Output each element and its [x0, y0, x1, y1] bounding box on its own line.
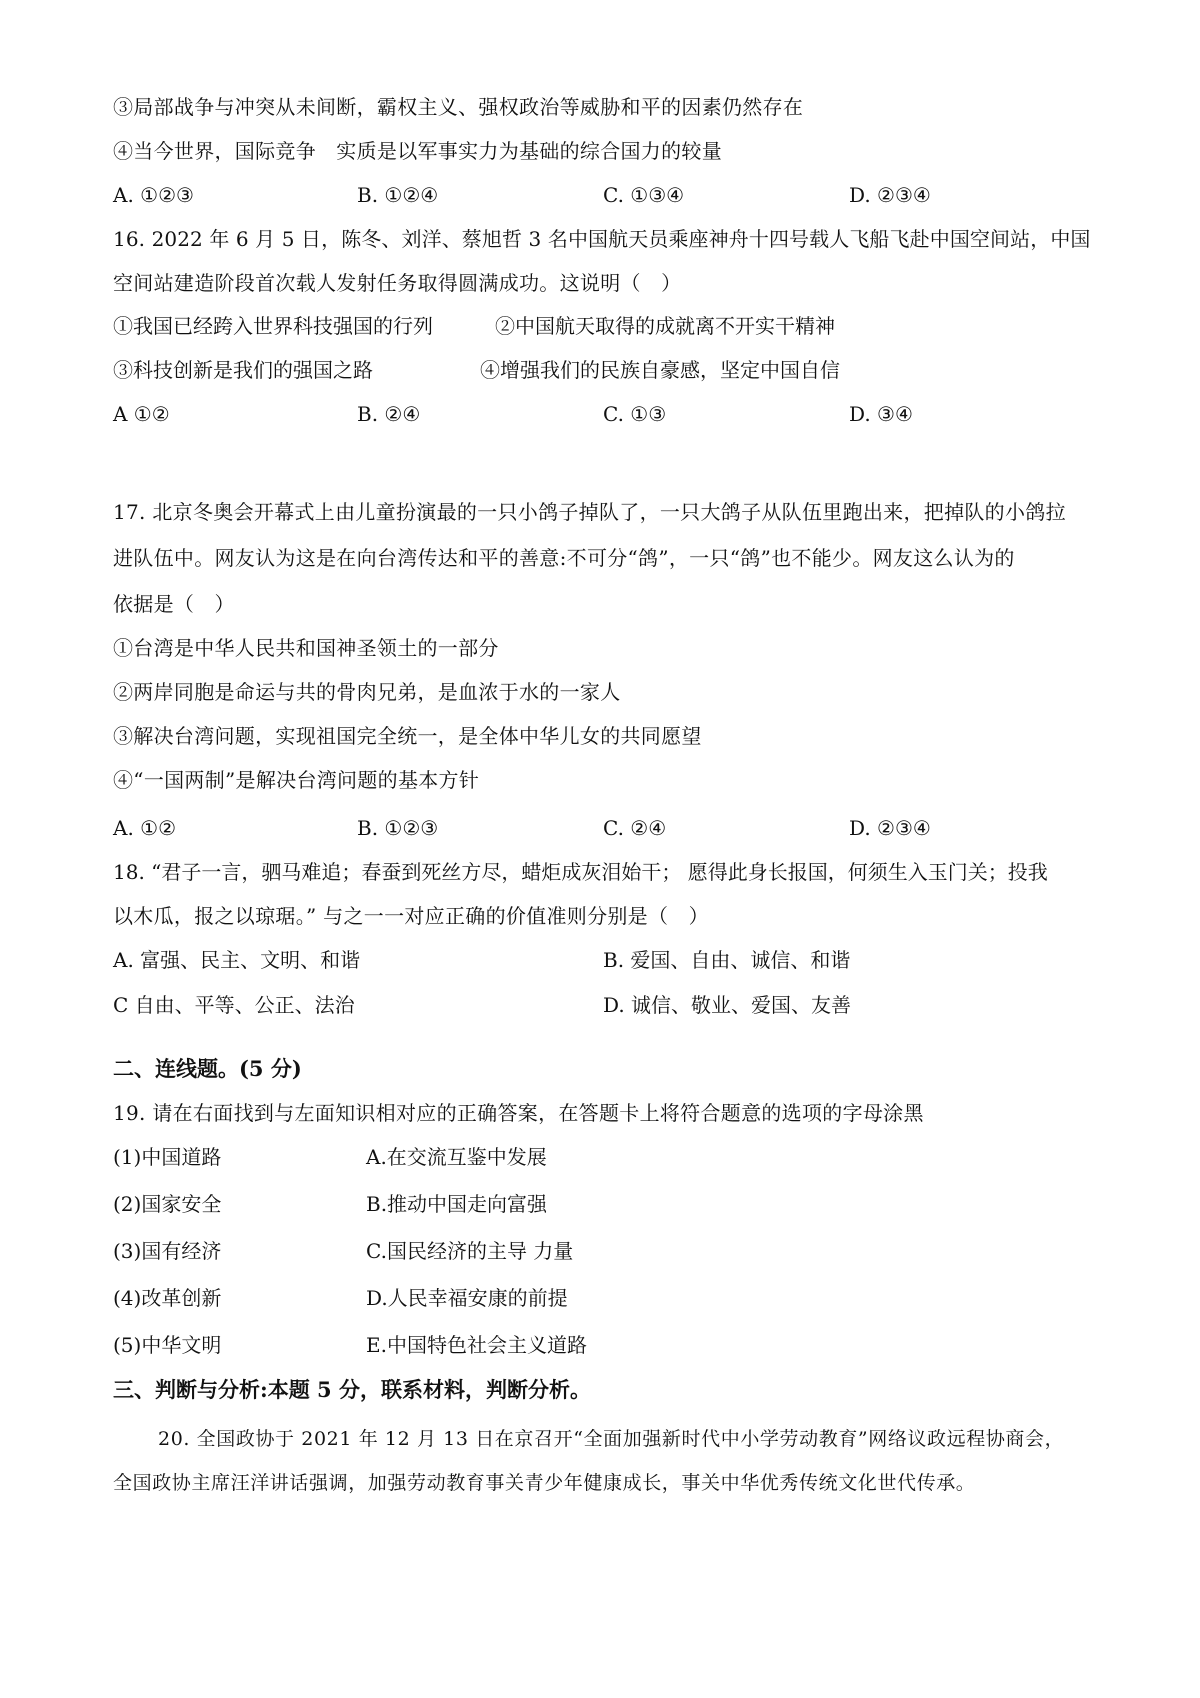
section-2-title: 二、连线题。(5 分)	[113, 1056, 302, 1081]
q19-right-item-c: C.国民经济的主导 力量	[366, 1239, 574, 1263]
q19-stem: 19. 请在右面找到与左面知识相对应的正确答案，在答题卡上将符合题意的选项的字母涂黑	[113, 1101, 924, 1125]
q19-left-item-4: (4)改革创新	[113, 1286, 222, 1310]
q17-stem-line-2: 进队伍中。网友认为这是在向台湾传达和平的善意:不可分“鸽”，一只“鸽”也不能少。网友这么认为的	[113, 546, 1015, 570]
q17-option-b: B. ①②③	[357, 816, 439, 840]
q16-option-b: B. ②④	[357, 402, 421, 426]
q17-stem-line-1: 17. 北京冬奥会开幕式上由儿童扮演最的一只小鸽子掉队了，一只大鸽子从队伍里跑出来，把掉队的小鸽拉	[113, 500, 1066, 524]
q16-statement-4: ④增强我们的民族自豪感，坚定中国自信	[480, 358, 840, 382]
q16-option-c: C. ①③	[603, 402, 667, 426]
q18-option-a: A. 富强、民主、文明、和谐	[113, 948, 361, 972]
q18-stem-line-2: 以木瓜，报之以琼琚。” 与之一一对应正确的价值准则分别是（ ）	[113, 904, 709, 928]
q17-statement-3: ③解决台湾问题，实现祖国完全统一，是全体中华儿女的共同愿望	[113, 724, 702, 748]
q18-option-b: B. 爱国、自由、诚信、和谐	[603, 948, 851, 972]
q18-option-c: C 自由、平等、公正、法治	[113, 993, 355, 1017]
q16-statement-1: ①我国已经跨入世界科技强国的行列	[113, 314, 433, 338]
q15-statement-3: ③局部战争与冲突从未间断，霸权主义、强权政治等威胁和平的因素仍然存在	[113, 95, 804, 119]
q16-option-d: D. ③④	[849, 402, 913, 426]
q16-statement-3: ③科技创新是我们的强国之路	[113, 358, 373, 382]
q17-option-c: C. ②④	[603, 816, 667, 840]
q15-option-d: D. ②③④	[849, 183, 931, 207]
q19-left-item-1: (1)中国道路	[113, 1145, 222, 1169]
q17-option-d: D. ②③④	[849, 816, 931, 840]
q18-option-d: D. 诚信、敬业、爱国、友善	[603, 993, 852, 1017]
q17-statement-2: ②两岸同胞是命运与共的骨肉兄弟，是血浓于水的一家人	[113, 680, 621, 704]
section-3-title: 三、判断与分析:本题 5 分，联系材料，判断分析。	[113, 1377, 591, 1402]
q17-statement-4: ④“一国两制”是解决台湾问题的基本方针	[113, 768, 480, 792]
q20-paragraph-line-1: 20. 全国政协于 2021 年 12 月 13 日在京召开“全面加强新时代中小学劳动教育”网络议政远程协商会，	[158, 1428, 1065, 1450]
q15-option-b: B. ①②④	[357, 183, 439, 207]
q16-stem-line-1: 16. 2022 年 6 月 5 日，陈冬、刘洋、蔡旭哲 3 名中国航天员乘座神舟十四号载人飞船飞赴中国空间站，中国	[113, 227, 1091, 251]
q17-option-a: A. ①②	[113, 816, 177, 840]
q19-left-item-2: (2)国家安全	[113, 1192, 222, 1216]
q19-left-item-5: (5)中华文明	[113, 1333, 222, 1357]
q19-right-item-e: E.中国特色社会主义道路	[366, 1333, 587, 1357]
q15-option-c: C. ①③④	[603, 183, 685, 207]
q16-stem-line-2: 空间站建造阶段首次载人发射任务取得圆满成功。这说明（ ）	[113, 271, 682, 295]
q15-option-a: A. ①②③	[113, 183, 194, 207]
q18-stem-line-1: 18. “君子一言，驷马难追；春蚕到死丝方尽，蜡炬成灰泪始干； 愿得此身长报国，何须生入玉门关；投我	[113, 860, 1048, 884]
q19-right-item-d: D.人民幸福安康的前提	[366, 1286, 568, 1310]
q17-stem-line-3: 依据是（ ）	[113, 592, 235, 616]
q19-left-item-3: (3)国有经济	[113, 1239, 222, 1263]
q19-right-item-a: A.在交流互鉴中发展	[366, 1145, 547, 1169]
q19-right-item-b: B.推动中国走向富强	[366, 1192, 548, 1216]
q20-paragraph-line-2: 全国政协主席汪洋讲话强调，加强劳动教育事关青少年健康成长，事关中华优秀传统文化世代传承。	[113, 1472, 976, 1494]
q16-statement-2: ②中国航天取得的成就离不开实干精神	[495, 314, 835, 338]
q17-statement-1: ①台湾是中华人民共和国神圣领土的一部分	[113, 636, 499, 660]
q16-option-a: A ①②	[113, 402, 170, 426]
q15-statement-4: ④当今世界，国际竞争 实质是以军事实力为基础的综合国力的较量	[113, 139, 722, 163]
